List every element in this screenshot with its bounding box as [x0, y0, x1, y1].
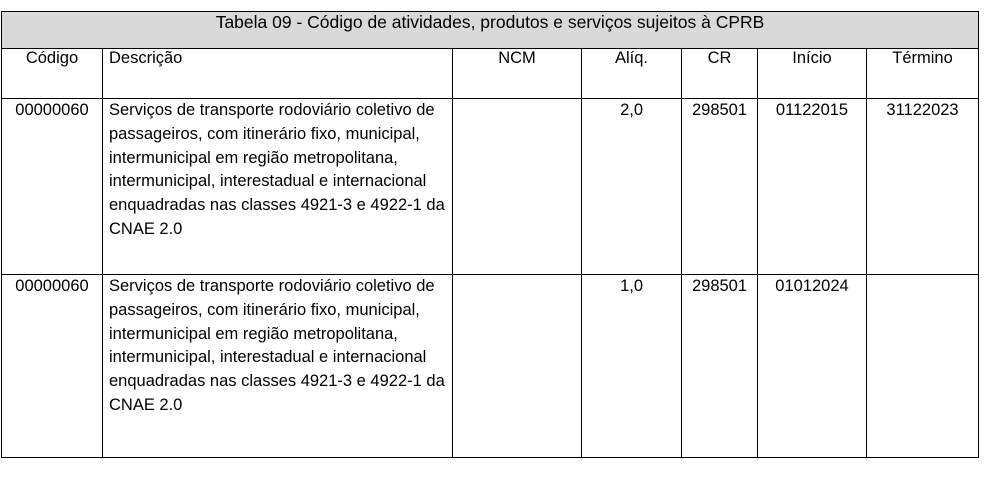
cell-descricao: Serviços de transporte rodoviário coletivo de passageiros, com itinerário fixo, municipal, intermunicipal em região metropolitana, intermunicipal, interestadual e internacional enquadradas nas classes 4921-3 e 4922-1 da CNAE 2.0	[103, 275, 453, 458]
cell-cr: 298501	[682, 99, 758, 275]
table-row	[2, 99, 979, 275]
cell-termino	[867, 275, 979, 458]
header-cr: CR	[682, 49, 758, 99]
cell-inicio: 01122015	[758, 99, 867, 275]
cell-descricao: Serviços de transporte rodoviário coletivo de passageiros, com itinerário fixo, municipal, intermunicipal em região metropolitana, intermunicipal, interestadual e internacional enquadradas nas classes 4921-3 e 4922-1 da CNAE 2.0	[103, 99, 453, 275]
cell-aliq: 2,0	[582, 99, 682, 275]
cell-aliq: 1,0	[582, 275, 682, 458]
header-descricao: Descrição	[103, 49, 453, 99]
header-ncm: NCM	[453, 49, 582, 99]
cell-codigo: 00000060	[2, 275, 103, 458]
cell-ncm	[453, 275, 582, 458]
table-row	[2, 275, 979, 458]
cell-codigo: 00000060	[2, 99, 103, 275]
table-title-row	[2, 12, 979, 49]
cell-termino: 31122023	[867, 99, 979, 275]
cprb-table	[1, 11, 979, 458]
cprb-table-container	[1, 11, 978, 458]
cell-inicio: 01012024	[758, 275, 867, 458]
header-aliq: Alíq.	[582, 49, 682, 99]
header-termino: Término	[867, 49, 979, 99]
header-codigo: Código	[2, 49, 103, 99]
cell-ncm	[453, 99, 582, 275]
cell-cr: 298501	[682, 275, 758, 458]
table-header-row	[2, 49, 979, 99]
header-inicio: Início	[758, 49, 867, 99]
table-title: Tabela 09 - Código de atividades, produtos e serviços sujeitos à CPRB	[2, 12, 979, 49]
